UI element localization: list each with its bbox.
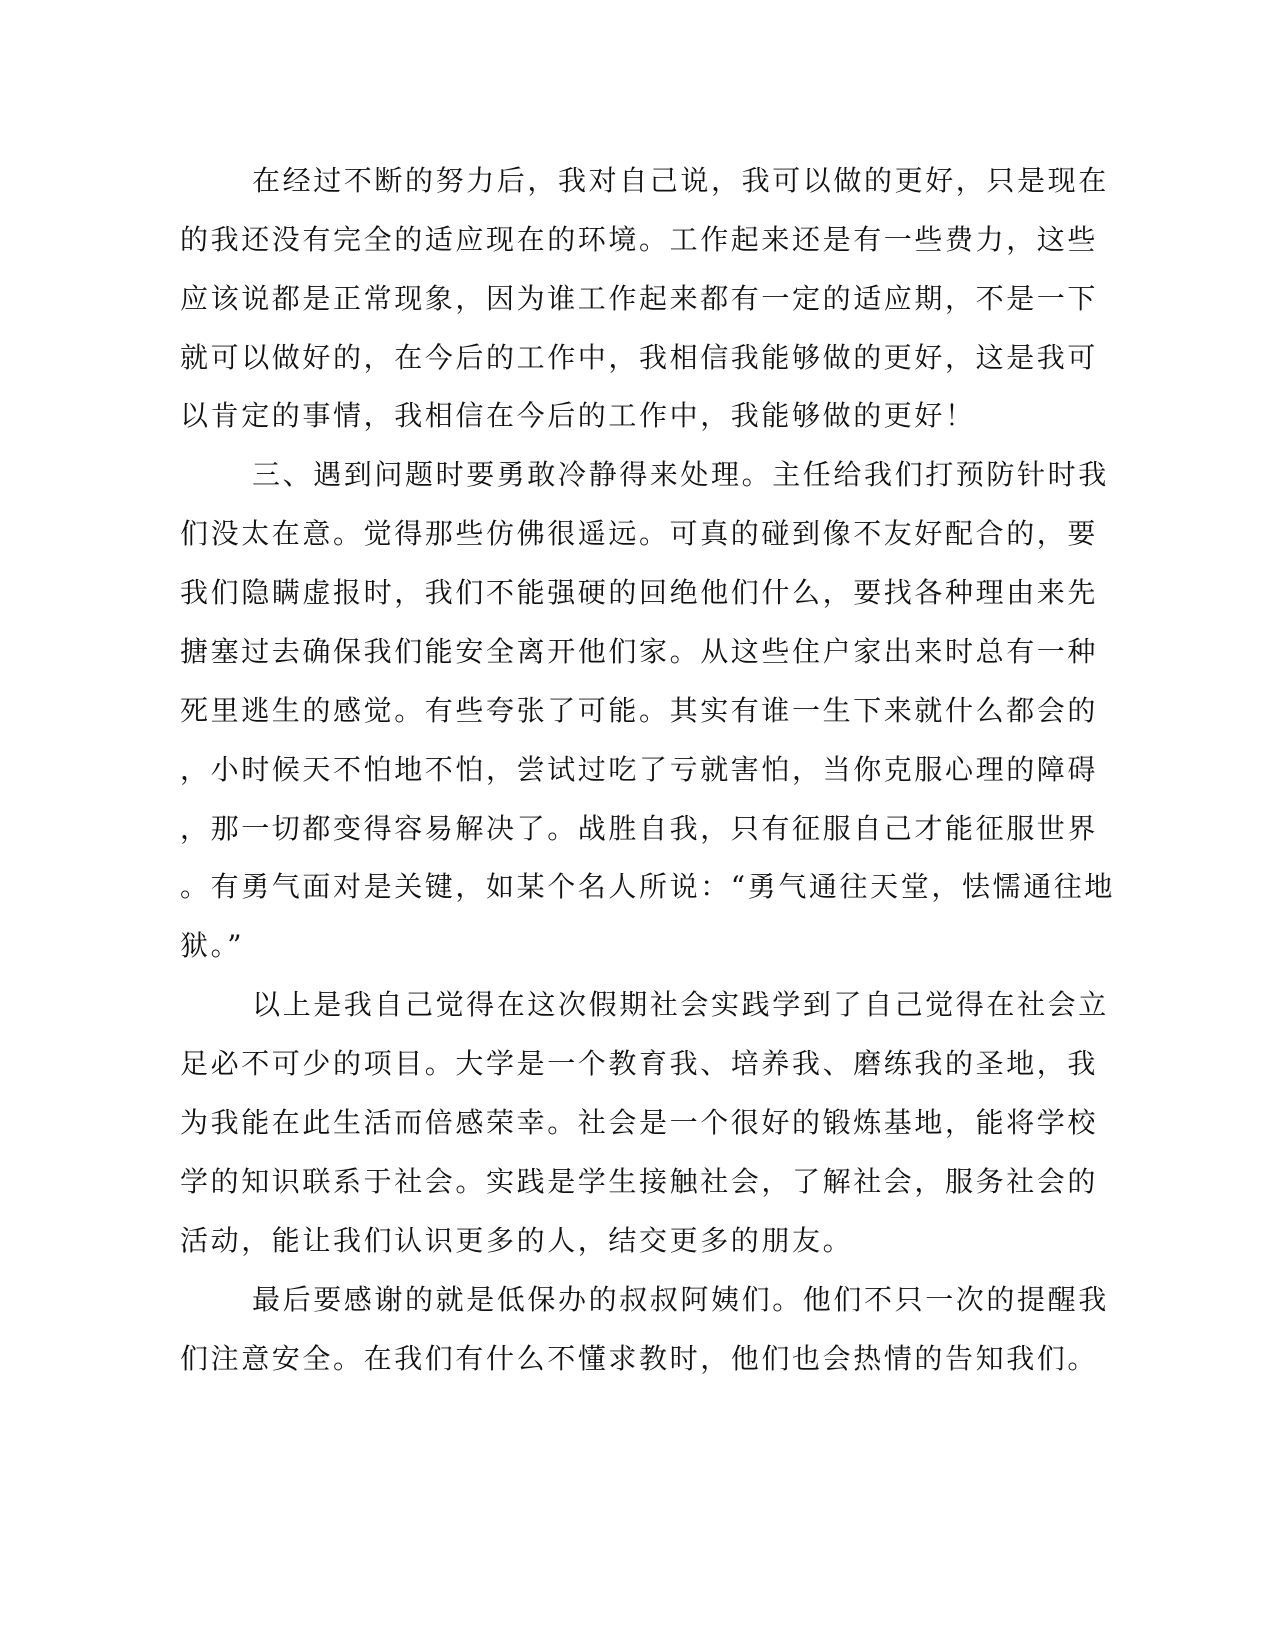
text-line: 以上是我自己觉得在这次假期社会实践学到了自己觉得在社会立 — [252, 988, 1109, 1021]
text-line: 以肯定的事情，我相信在今后的工作中，我能够做的更好！ — [180, 399, 976, 432]
text-line: 狱。” — [180, 929, 245, 962]
text-line: ，那一切都变得容易解决了。战胜自我，只有征服自己才能征服世界 — [180, 812, 1099, 845]
text-line: 为我能在此生活而倍感荣幸。社会是一个很好的锻炼基地，能将学校 — [180, 1106, 1099, 1139]
text-line: 死里逃生的感觉。有些夸张了可能。其实有谁一生下来就什么都会的 — [180, 694, 1099, 727]
text-line: 三、遇到问题时要勇敢冷静得来处理。主任给我们打预防针时我 — [252, 458, 1109, 491]
text-line: 的我还没有完全的适应现在的环境。工作起来还是有一些费力，这些 — [180, 223, 1099, 256]
text-line: 就可以做好的，在今后的工作中，我相信我能够做的更好，这是我可 — [180, 341, 1099, 374]
text-line: 。有勇气面对是关键，如某个名人所说：“勇气通往天堂，怯懦通往地 — [180, 870, 1115, 903]
text-line: 活动，能让我们认识更多的人，结交更多的朋友。 — [180, 1224, 854, 1257]
text-line: 应该说都是正常现象，因为谁工作起来都有一定的适应期，不是一下 — [180, 282, 1099, 315]
text-line: 在经过不断的努力后，我对自己说，我可以做的更好，只是现在 — [252, 164, 1109, 197]
text-line: 搪塞过去确保我们能安全离开他们家。从这些住户家出来时总有一种 — [180, 635, 1099, 668]
text-line: ，小时候天不怕地不怕，尝试过吃了亏就害怕，当你克服心理的障碍 — [180, 753, 1099, 786]
text-line: 们没太在意。觉得那些仿佛很遥远。可真的碰到像不友好配合的，要 — [180, 517, 1099, 550]
text-line: 们注意安全。在我们有什么不懂求教时，他们也会热情的告知我们。 — [180, 1342, 1099, 1375]
text-line: 学的知识联系于社会。实践是学生接触社会，了解社会，服务社会的 — [180, 1165, 1099, 1198]
text-line: 我们隐瞒虚报时，我们不能强硬的回绝他们什么，要找各种理由来先 — [180, 576, 1099, 609]
text-line: 最后要感谢的就是低保办的叔叔阿姨们。他们不只一次的提醒我 — [252, 1283, 1109, 1316]
text-line: 足必不可少的项目。大学是一个教育我、培养我、磨练我的圣地，我 — [180, 1047, 1099, 1080]
